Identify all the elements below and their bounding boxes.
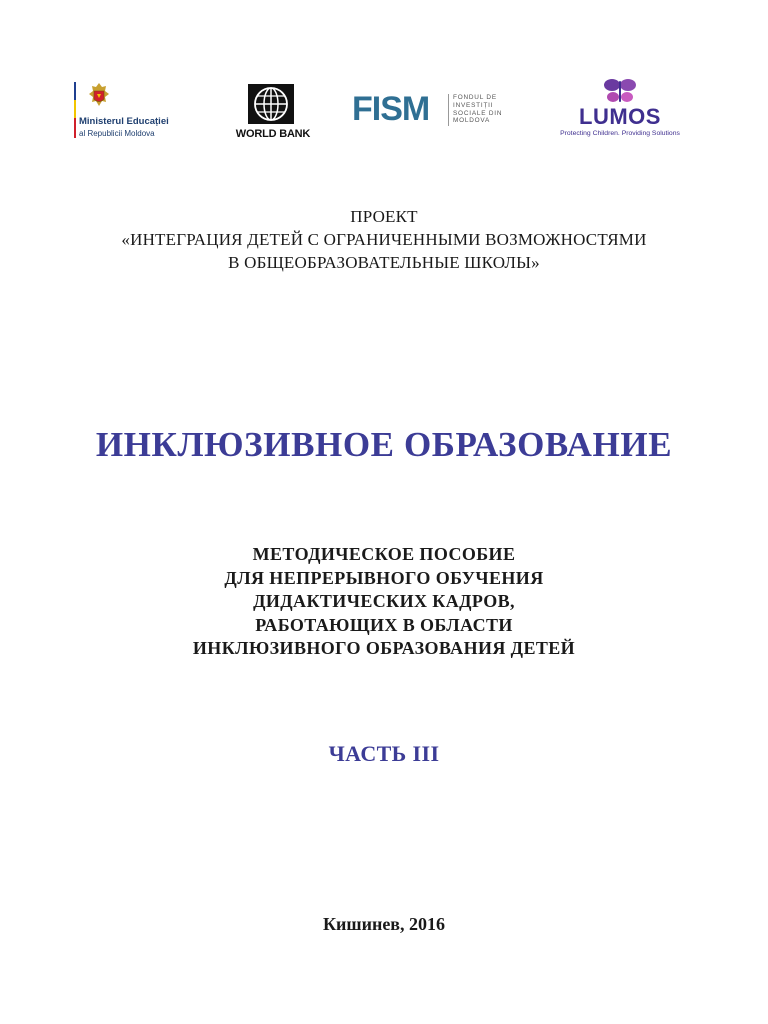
- fism-wordmark: FISM: [352, 90, 430, 128]
- world-bank-text: WORLD BANK: [235, 128, 311, 140]
- project-label: ПРОЕКТ: [350, 207, 418, 226]
- subtitle-line: ИНКЛЮЗИВНОГО ОБРАЗОВАНИЯ ДЕТЕЙ: [192, 638, 576, 658]
- ministry-name-line2: al Republicii Moldova: [79, 129, 155, 138]
- fism-subtitle: FONDUL DE INVESTIȚII SOCIALE DIN MOLDOVA: [453, 94, 503, 125]
- flag-stripe-red: [74, 118, 76, 138]
- project-block: [0, 205, 768, 274]
- fism-divider: [448, 94, 449, 126]
- flag-stripe-yellow: [74, 100, 76, 118]
- project-name-line2: В ОБЩЕОБРАЗОВАТЕЛЬНЫЕ ШКОЛЫ»: [228, 253, 540, 272]
- flag-stripe-blue: [74, 82, 76, 100]
- project-name-line1: «ИНТЕГРАЦИЯ ДЕТЕЙ С ОГРАНИЧЕННЫМИ ВОЗМОЖНОСТЯМИ: [121, 230, 647, 249]
- subtitle-line: ДЛЯ НЕПРЕРЫВНОГО ОБУЧЕНИЯ: [224, 567, 544, 588]
- place-year: Кишинев, 2016: [322, 914, 446, 934]
- lumos-wordmark: LUMOS: [579, 104, 661, 129]
- subtitle-line: МЕТОДИЧЕСКОЕ ПОСОБИЕ: [252, 544, 516, 564]
- fism-logo: [352, 92, 522, 132]
- subtitle-line: РАБОТАЮЩИХ В ОБЛАСТИ: [255, 614, 513, 635]
- ministry-logo: [74, 82, 192, 140]
- globe-icon: [248, 84, 294, 124]
- part-label: ЧАСТЬ III: [328, 741, 440, 766]
- coat-of-arms-icon: [88, 82, 110, 108]
- ministry-name-line1: Ministerul Educației: [79, 116, 169, 127]
- document-title: ИНКЛЮЗИВНОЕ ОБРАЗОВАНИЕ: [95, 425, 673, 464]
- document-subtitle: [0, 543, 768, 661]
- butterfly-icon: [600, 78, 640, 104]
- subtitle-line: ДИДАКТИЧЕСКИХ КАДРОВ,: [253, 591, 515, 611]
- lumos-tagline: Protecting Children. Providing Solutions: [560, 130, 680, 137]
- lumos-logo: [552, 78, 688, 142]
- world-bank-logo: [228, 84, 318, 142]
